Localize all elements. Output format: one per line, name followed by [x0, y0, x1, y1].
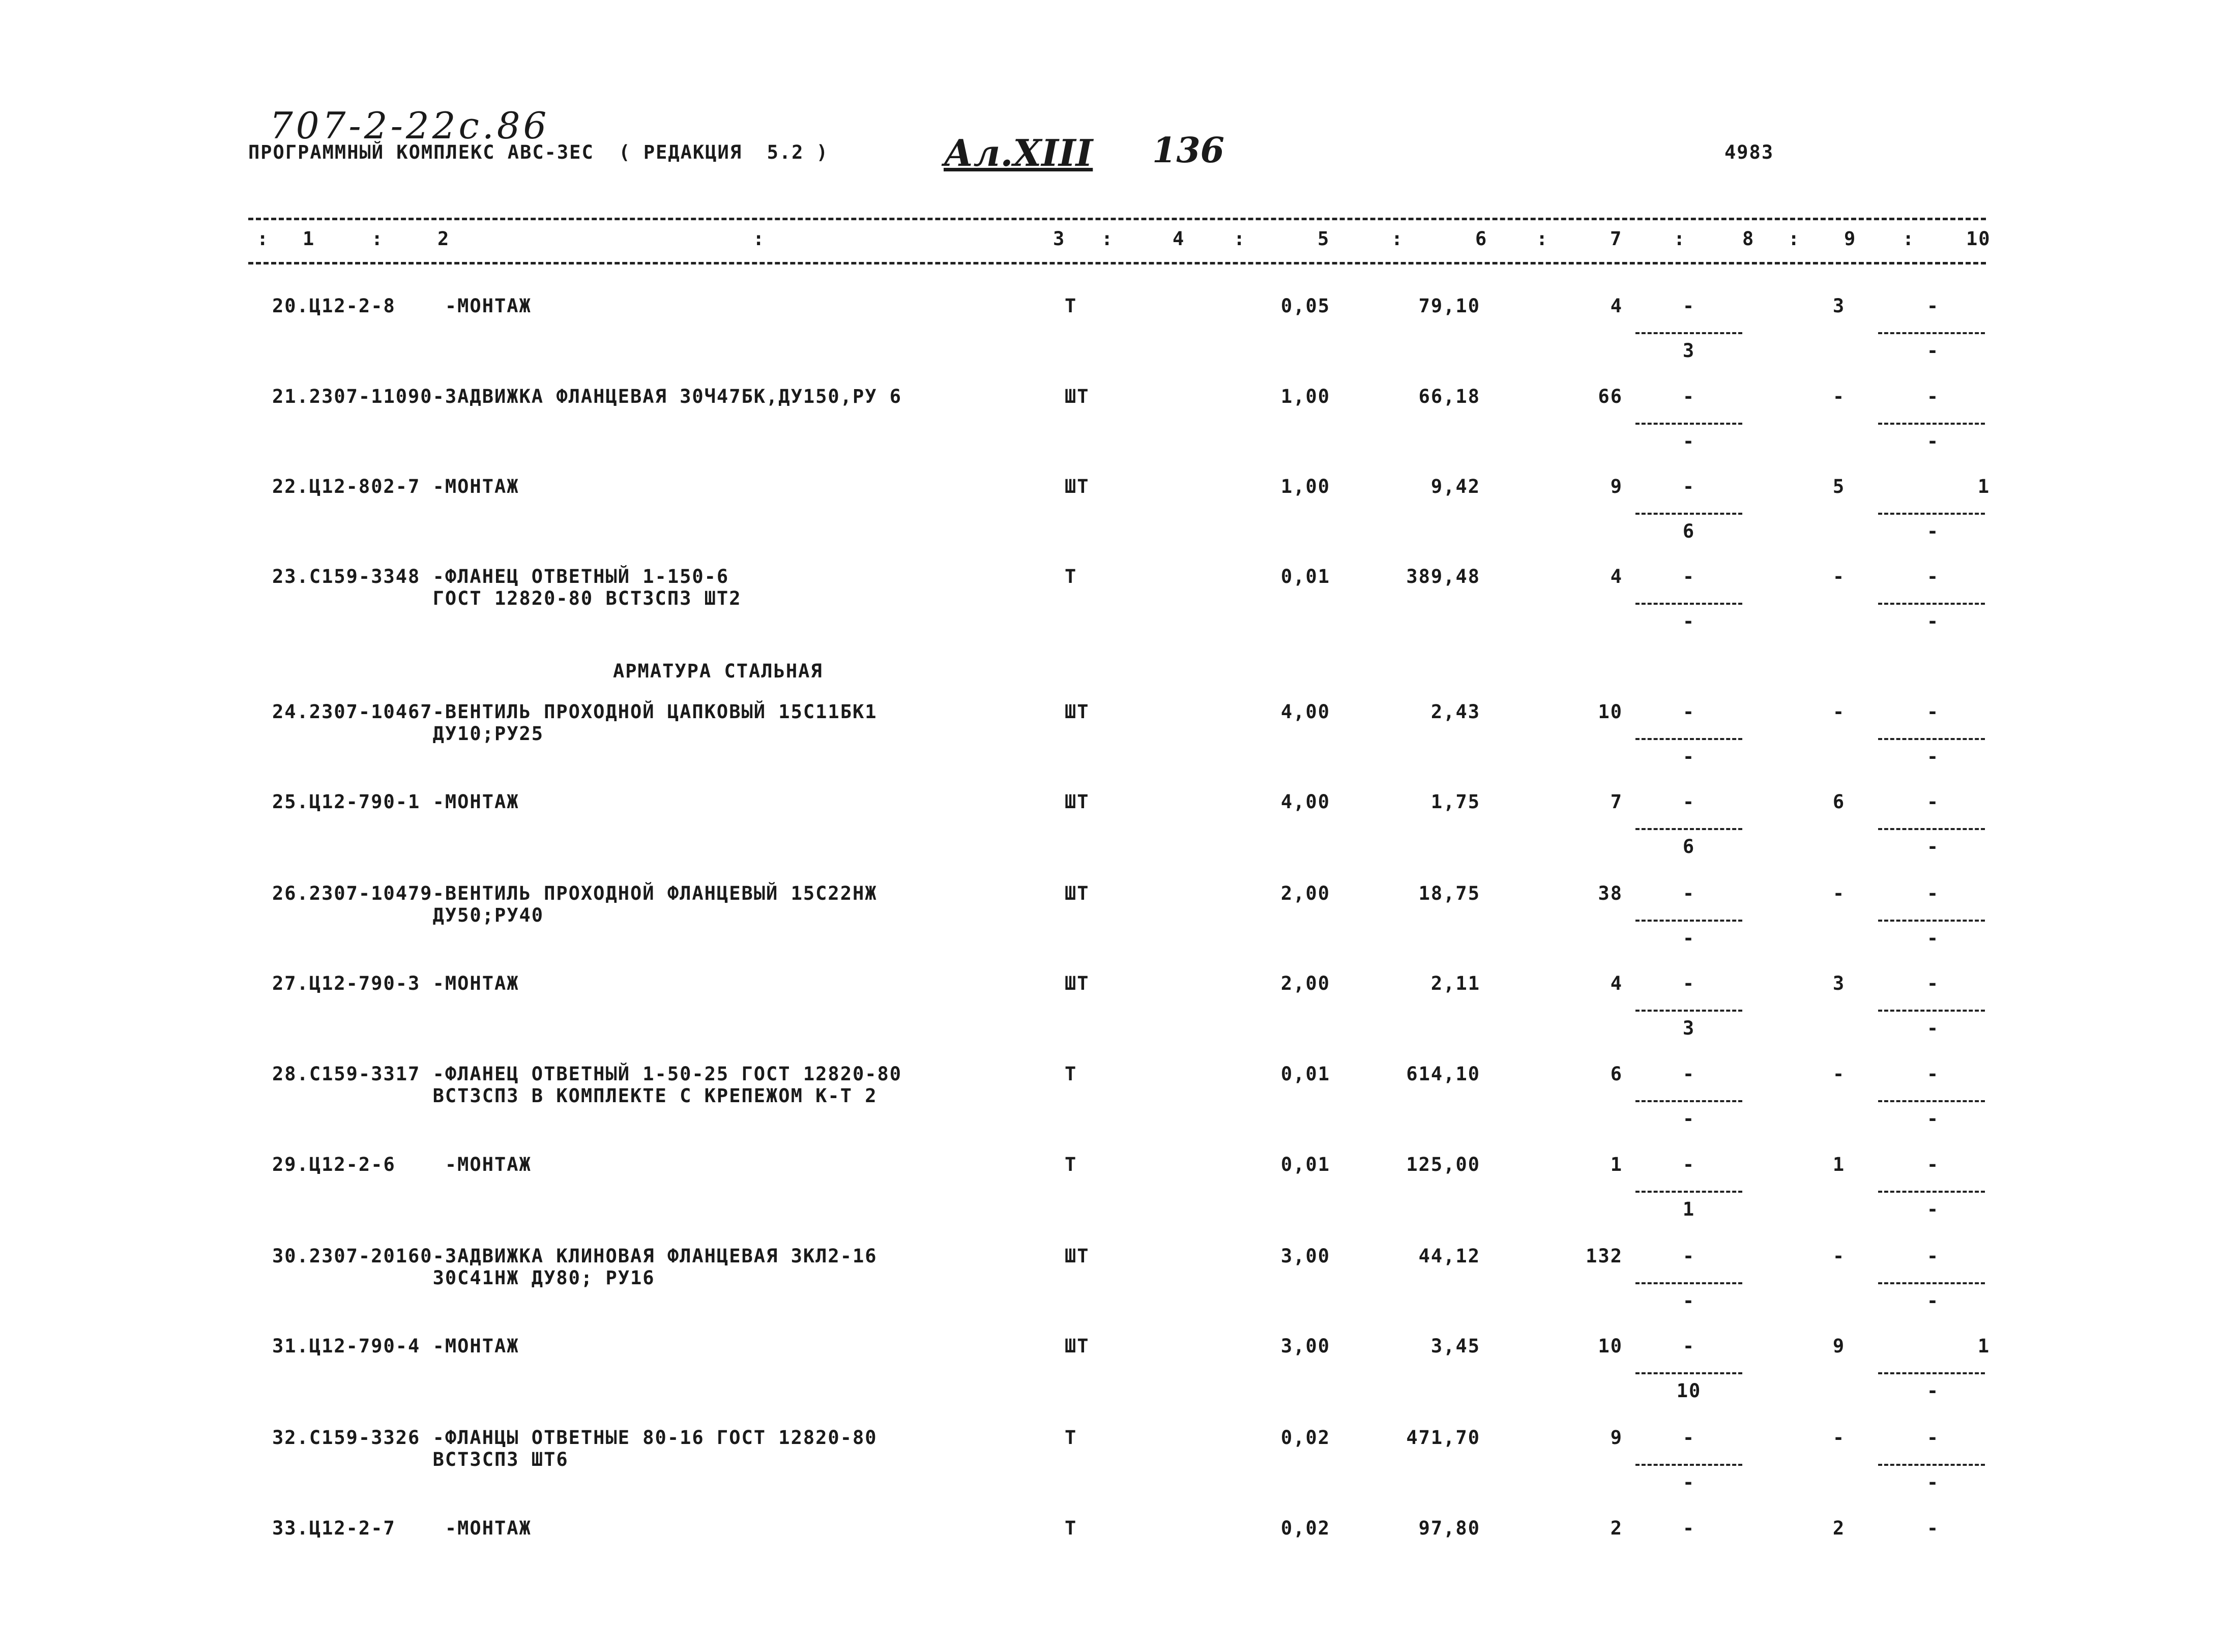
row-col9: 9: [1832, 1335, 1846, 1357]
row-col8-bottom: 6: [1682, 836, 1695, 858]
row-name: 21.2307-11090-ЗАДВИЖКА ФЛАНЦЕВАЯ 30Ч47БК,ДУ150,РУ 6: [272, 386, 902, 407]
row-name: 33.Ц12-2-7 -МОНТАЖ: [272, 1517, 532, 1539]
row-quantity: 2,00: [1280, 972, 1330, 994]
row-col8-bottom: 1: [1682, 1198, 1695, 1220]
column-header-0: :: [257, 228, 270, 250]
row-price: 3,45: [1430, 1335, 1480, 1357]
row-quantity: 0,01: [1280, 1154, 1330, 1175]
row-col9: -: [1832, 701, 1846, 723]
col10-fraction-line: [1878, 423, 1985, 425]
row-unit: Т: [1065, 1427, 1077, 1449]
row-name: 22.Ц12-802-7 -МОНТАЖ: [272, 476, 519, 497]
column-header-10: :: [1391, 228, 1404, 250]
row-col8-bottom: -: [1682, 430, 1695, 452]
row-quantity: 2,00: [1280, 882, 1330, 904]
row-col10-top: -: [1926, 1063, 1940, 1085]
row-col10-top: -: [1926, 386, 1940, 407]
row-col7: 10: [1598, 1335, 1623, 1357]
column-header-8: :: [1234, 228, 1246, 250]
row-unit: ШТ: [1065, 1245, 1090, 1267]
col8-fraction-line: [1635, 1191, 1742, 1193]
row-col10-bottom: -: [1926, 340, 1940, 362]
row-unit: Т: [1065, 1154, 1077, 1175]
row-name: 26.2307-10479-ВЕНТИЛЬ ПРОХОДНОЙ ФЛАНЦЕВЫЙ 15С22НЖ ДУ50;РУ40: [272, 882, 877, 926]
row-name: 32.С159-3326 -ФЛАНЦЫ ОТВЕТНЫЕ 80-16 ГОСТ 12820-80 ВСТ3СП3 ШТ6: [272, 1427, 877, 1470]
row-col10-bottom: -: [1926, 746, 1940, 768]
column-header-3: 2: [437, 228, 450, 250]
col8-fraction-line: [1635, 513, 1742, 515]
row-col8-bottom: -: [1682, 927, 1695, 949]
col10-fraction-line: [1878, 1464, 1985, 1466]
row-col10-bottom: -: [1926, 1471, 1940, 1493]
row-name: 31.Ц12-790-4 -МОНТАЖ: [272, 1335, 519, 1357]
row-col8-top: -: [1682, 1427, 1695, 1449]
row-col8-bottom: 10: [1676, 1380, 1702, 1402]
row-price: 389,48: [1406, 566, 1480, 587]
row-col7: 38: [1598, 882, 1623, 904]
row-col10-bottom: -: [1926, 1017, 1940, 1039]
row-col10-top: -: [1926, 791, 1940, 813]
row-col10-top: -: [1926, 1245, 1940, 1267]
row-col8-bottom: 3: [1682, 1017, 1695, 1039]
row-col7: 4: [1610, 295, 1623, 317]
row-quantity: 1,00: [1280, 476, 1330, 497]
row-name: 24.2307-10467-ВЕНТИЛЬ ПРОХОДНОЙ ЦАПКОВЫЙ 15С11БК1 ДУ10;РУ25: [272, 701, 877, 745]
col8-fraction-line: [1635, 1282, 1742, 1284]
row-name: 28.С159-3317 -ФЛАНЕЦ ОТВЕТНЫЙ 1-50-25 ГОСТ 12820-80 ВСТ3СП3 В КОМПЛЕКТЕ С КРЕПЕЖОМ К-Т 2: [272, 1063, 902, 1107]
row-col7: 2: [1610, 1517, 1623, 1539]
col8-fraction-line: [1635, 1372, 1742, 1374]
row-name: 29.Ц12-2-6 -МОНТАЖ: [272, 1154, 532, 1175]
row-col9: 3: [1832, 295, 1846, 317]
row-price: 1,75: [1430, 791, 1480, 813]
row-price: 97,80: [1418, 1517, 1480, 1539]
row-col8-top: -: [1682, 791, 1695, 813]
col10-fraction-line: [1878, 603, 1985, 605]
row-col10-bottom: -: [1926, 1108, 1940, 1130]
row-col10-bottom: -: [1926, 430, 1940, 452]
row-col8-bottom: -: [1682, 746, 1695, 768]
column-header-17: 9: [1844, 228, 1857, 250]
row-col9: -: [1832, 386, 1846, 407]
column-header-19: 10: [1966, 228, 1991, 250]
column-header-12: :: [1536, 228, 1549, 250]
row-col8-top: -: [1682, 972, 1695, 994]
row-col9: -: [1832, 1063, 1846, 1085]
row-unit: Т: [1065, 566, 1077, 587]
row-price: 9,42: [1430, 476, 1480, 497]
row-col8-top: -: [1682, 386, 1695, 407]
row-quantity: 4,00: [1280, 791, 1330, 813]
row-col8-bottom: 3: [1682, 340, 1695, 362]
row-quantity: 0,01: [1280, 1063, 1330, 1085]
row-col8-top: -: [1682, 1063, 1695, 1085]
row-price: 18,75: [1418, 882, 1480, 904]
row-col8-bottom: -: [1682, 1290, 1695, 1312]
row-name: 30.2307-20160-ЗАДВИЖКА КЛИНОВАЯ ФЛАНЦЕВАЯ 3КЛ2-16 30С41НЖ ДУ80; РУ16: [272, 1245, 877, 1289]
row-quantity: 4,00: [1280, 701, 1330, 723]
page-number: 136: [1152, 130, 1224, 171]
column-header-11: 6: [1475, 228, 1488, 250]
col10-fraction-line: [1878, 738, 1985, 740]
column-header-14: :: [1674, 228, 1686, 250]
row-unit: ШТ: [1065, 386, 1090, 407]
row-col10-bottom: -: [1926, 927, 1940, 949]
row-price: 471,70: [1406, 1427, 1480, 1449]
column-header-13: 7: [1610, 228, 1623, 250]
row-col8-bottom: -: [1682, 1471, 1695, 1493]
row-quantity: 0,02: [1280, 1517, 1330, 1539]
row-col9: 6: [1832, 791, 1846, 813]
row-quantity: 0,05: [1280, 295, 1330, 317]
row-quantity: 3,00: [1280, 1335, 1330, 1357]
col8-fraction-line: [1635, 423, 1742, 425]
column-header-6: :: [1101, 228, 1114, 250]
row-col8-bottom: 6: [1682, 520, 1695, 542]
row-col10-bottom: -: [1926, 836, 1940, 858]
row-name: 25.Ц12-790-1 -МОНТАЖ: [272, 791, 519, 813]
col10-fraction-line: [1878, 1191, 1985, 1193]
row-name: 23.С159-3348 -ФЛАНЕЦ ОТВЕТНЫЙ 1-150-6 ГОСТ 12820-80 ВСТ3СП3 ШТ2: [272, 566, 742, 609]
row-col10-bottom: -: [1926, 1290, 1940, 1312]
row-col9: -: [1832, 1427, 1846, 1449]
row-price: 2,11: [1430, 972, 1480, 994]
row-col7: 9: [1610, 1427, 1623, 1449]
row-unit: ШТ: [1065, 972, 1090, 994]
column-header-18: :: [1903, 228, 1915, 250]
row-col9: 3: [1832, 972, 1846, 994]
col8-fraction-line: [1635, 332, 1742, 334]
row-quantity: 1,00: [1280, 386, 1330, 407]
row-col7: 4: [1610, 972, 1623, 994]
program-title: ПРОГРАММНЫЙ КОМПЛЕКС АВС-3ЕС ( РЕДАКЦИЯ 5.2 ): [248, 141, 829, 163]
document-code: 707-2-22с.86: [270, 104, 550, 147]
row-col7: 6: [1610, 1063, 1623, 1085]
row-col9: 1: [1832, 1154, 1846, 1175]
row-unit: ШТ: [1065, 476, 1090, 497]
row-unit: ШТ: [1065, 701, 1090, 723]
column-header-15: 8: [1742, 228, 1755, 250]
row-col9: -: [1832, 566, 1846, 587]
row-col10-bottom: -: [1926, 1380, 1940, 1402]
column-header-5: 3: [1053, 228, 1066, 250]
row-col8-top: -: [1682, 1245, 1695, 1267]
row-col10-side: 1: [1977, 476, 1991, 497]
row-quantity: 0,02: [1280, 1427, 1330, 1449]
row-col8-top: -: [1682, 1154, 1695, 1175]
column-header-7: 4: [1173, 228, 1185, 250]
row-col10-bottom: -: [1926, 520, 1940, 542]
row-col8-bottom: -: [1682, 1108, 1695, 1130]
row-col7: 1: [1610, 1154, 1623, 1175]
col8-fraction-line: [1635, 920, 1742, 922]
col10-fraction-line: [1878, 1010, 1985, 1012]
column-header-16: :: [1788, 228, 1801, 250]
row-col8-top: -: [1682, 1335, 1695, 1357]
row-col10-top: -: [1926, 701, 1940, 723]
section-title: АРМАТУРА СТАЛЬНАЯ: [613, 660, 823, 682]
col10-fraction-line: [1878, 1372, 1985, 1374]
row-col7: 66: [1598, 386, 1623, 407]
col8-fraction-line: [1635, 828, 1742, 830]
row-price: 614,10: [1406, 1063, 1480, 1085]
column-header-9: 5: [1318, 228, 1330, 250]
row-unit: ШТ: [1065, 791, 1090, 813]
row-col8-top: -: [1682, 882, 1695, 904]
col10-fraction-line: [1878, 920, 1985, 922]
row-unit: Т: [1065, 1517, 1077, 1539]
row-col7: 10: [1598, 701, 1623, 723]
col10-fraction-line: [1878, 1282, 1985, 1284]
col10-fraction-line: [1878, 828, 1985, 830]
row-unit: Т: [1065, 1063, 1077, 1085]
row-name: 20.Ц12-2-8 -МОНТАЖ: [272, 295, 532, 317]
row-col7: 132: [1586, 1245, 1623, 1267]
row-price: 79,10: [1418, 295, 1480, 317]
row-col10-top: -: [1926, 1154, 1940, 1175]
row-col8-top: -: [1682, 701, 1695, 723]
row-col9: -: [1832, 882, 1846, 904]
row-col10-bottom: -: [1926, 1198, 1940, 1220]
row-price: 44,12: [1418, 1245, 1480, 1267]
col8-fraction-line: [1635, 1464, 1742, 1466]
row-price: 2,43: [1430, 701, 1480, 723]
row-quantity: 3,00: [1280, 1245, 1330, 1267]
row-col9: 2: [1832, 1517, 1846, 1539]
row-col10-top: -: [1926, 972, 1940, 994]
row-col7: 7: [1610, 791, 1623, 813]
document-number: 4983: [1724, 141, 1774, 163]
row-unit: Т: [1065, 295, 1077, 317]
row-price: 66,18: [1418, 386, 1480, 407]
col8-fraction-line: [1635, 738, 1742, 740]
row-quantity: 0,01: [1280, 566, 1330, 587]
column-header-2: :: [371, 228, 384, 250]
row-name: 27.Ц12-790-3 -МОНТАЖ: [272, 972, 519, 994]
row-col10-bottom: -: [1926, 610, 1940, 632]
col8-fraction-line: [1635, 603, 1742, 605]
row-col7: 4: [1610, 566, 1623, 587]
row-col8-top: -: [1682, 295, 1695, 317]
header-rule-bottom: [248, 262, 1986, 264]
column-header-4: :: [753, 228, 766, 250]
row-col10-top: -: [1926, 566, 1940, 587]
row-unit: ШТ: [1065, 882, 1090, 904]
row-price: 125,00: [1406, 1154, 1480, 1175]
sheet-mark: Ал.XIII: [944, 131, 1093, 174]
col10-fraction-line: [1878, 332, 1985, 334]
header-rule-top: [248, 218, 1986, 220]
row-col8-top: -: [1682, 1517, 1695, 1539]
col10-fraction-line: [1878, 1100, 1985, 1102]
col10-fraction-line: [1878, 513, 1985, 515]
row-col8-top: -: [1682, 476, 1695, 497]
row-col8-top: -: [1682, 566, 1695, 587]
row-col9: 5: [1832, 476, 1846, 497]
row-col8-bottom: -: [1682, 610, 1695, 632]
row-col10-side: 1: [1977, 1335, 1991, 1357]
row-col7: 9: [1610, 476, 1623, 497]
row-col10-top: -: [1926, 1517, 1940, 1539]
row-unit: ШТ: [1065, 1335, 1090, 1357]
row-col10-top: -: [1926, 882, 1940, 904]
row-col9: -: [1832, 1245, 1846, 1267]
col8-fraction-line: [1635, 1100, 1742, 1102]
row-col10-top: -: [1926, 1427, 1940, 1449]
row-col10-top: -: [1926, 295, 1940, 317]
col8-fraction-line: [1635, 1010, 1742, 1012]
column-header-1: 1: [303, 228, 315, 250]
